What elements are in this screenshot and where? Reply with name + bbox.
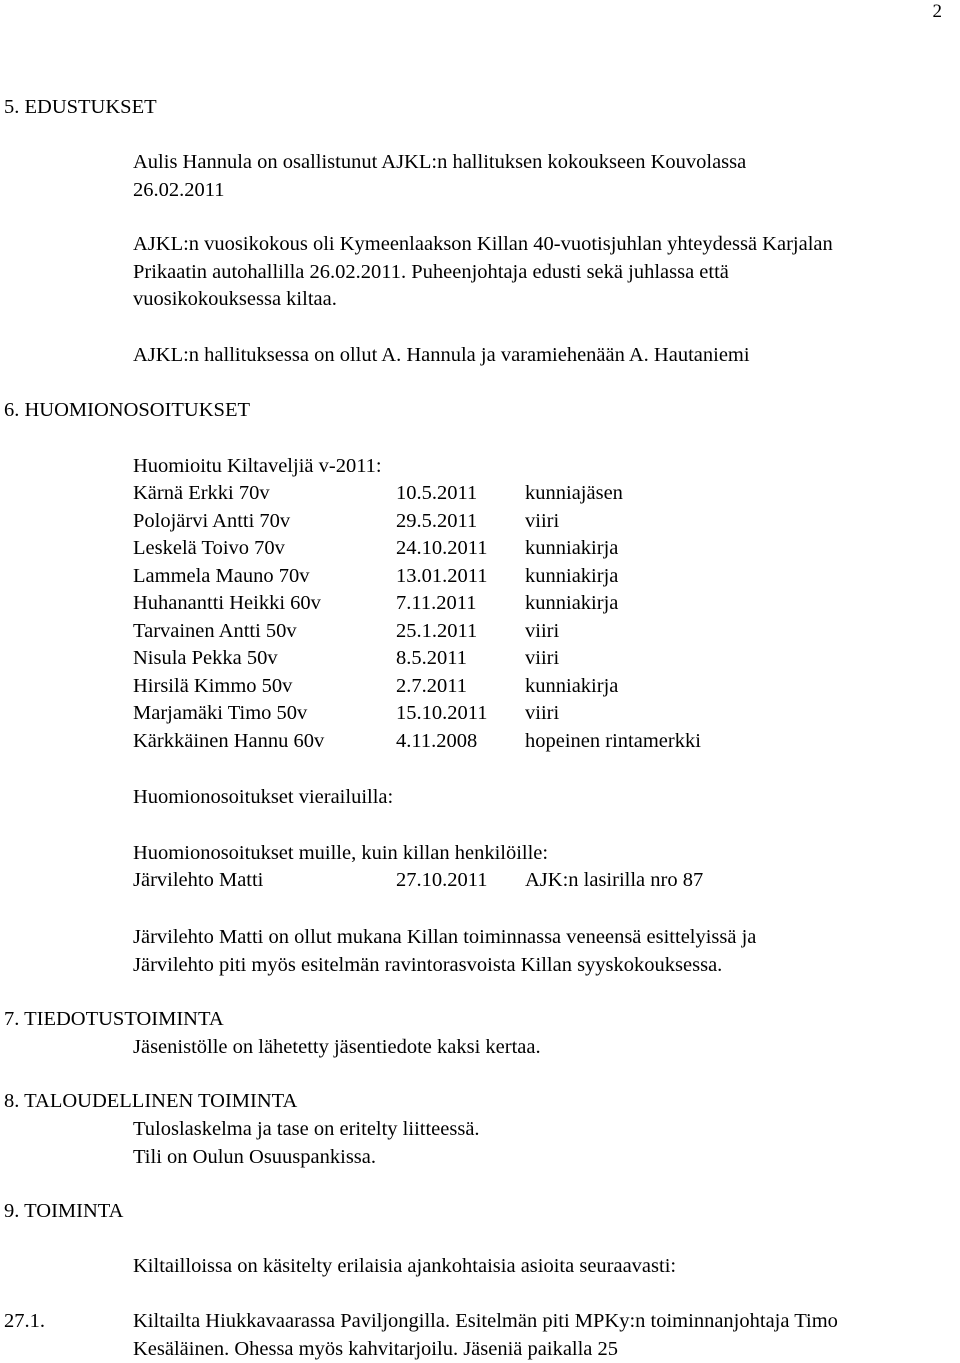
others-title: Huomionosoitukset muille, kuin killan henkilöille: — [133, 842, 549, 864]
honoree-name: Huhanantti Heikki 60v — [133, 592, 321, 614]
text-line: Prikaatin autohallilla 26.02.2011. Puheenjohtaja edusti sekä juhlassa että — [133, 260, 729, 283]
honoree-date: 7.11.2011 — [396, 592, 477, 614]
honoree-date: 27.10.2011 — [396, 869, 488, 891]
section-heading-huomionosoitukset: 6. HUOMIONOSOITUKSET — [4, 399, 250, 421]
section-heading-toiminta: 9. TOIMINTA — [4, 1200, 124, 1222]
section-heading-edustukset: 5. EDUSTUKSET — [4, 96, 157, 118]
honoree-date: 15.10.2011 — [396, 702, 488, 724]
other-honoree-note — [133, 924, 953, 979]
edustukset-paragraph-3: AJKL:n hallituksessa on ollut A. Hannula ja varamiehenään A. Hautaniemi — [133, 344, 750, 366]
honoree-award: kunniakirja — [525, 564, 619, 587]
honoree-date: 13.01.2011 — [396, 564, 488, 587]
toiminta-entry-date: 27.1. — [4, 1310, 45, 1332]
honoree-name: Nisula Pekka 50v — [133, 647, 278, 669]
honoree-award: kunniakirja — [525, 592, 619, 614]
text-line: Tuloslaskelma ja tase on eritelty liitteessä. — [133, 1118, 480, 1140]
honoree-award: kunniajäsen — [525, 482, 623, 504]
text-line: vuosikokouksessa kiltaa. — [133, 288, 337, 310]
honoree-award: kunniakirja — [525, 537, 619, 559]
honoree-name: Järvilehto Matti — [133, 869, 264, 891]
edustukset-paragraph-2 — [133, 231, 953, 314]
honoree-award: viiri — [525, 702, 560, 724]
honoree-name: Kärnä Erkki 70v — [133, 482, 270, 504]
text-line: AJKL:n vuosikokous oli Kymeenlaakson Killan 40-vuotisjuhlan yhteydessä Karjalan — [133, 233, 833, 255]
honoree-date: 25.1.2011 — [396, 619, 478, 642]
honoree-date: 8.5.2011 — [396, 647, 467, 669]
tiedotus-text: Jäsenistölle on lähetetty jäsentiedote kaksi kertaa. — [133, 1036, 541, 1058]
text-line: Järvilehto piti myös esitelmän ravintorasvoista Killan syyskokouksessa. — [133, 953, 723, 976]
honoree-name: Leskelä Toivo 70v — [133, 537, 285, 559]
honoree-date: 10.5.2011 — [396, 482, 478, 504]
text-line: Järvilehto Matti on ollut mukana Killan toiminnassa veneensä esittelyissä ja — [133, 926, 757, 948]
toiminta-entry-text — [133, 1308, 958, 1363]
honoree-award: viiri — [525, 647, 560, 669]
edustukset-paragraph-1 — [133, 149, 953, 204]
section-heading-talous: 8. TALOUDELLINEN TOIMINTA — [4, 1090, 298, 1112]
honoree-date: 24.10.2011 — [396, 537, 488, 559]
text-line: Aulis Hannula on osallistunut AJKL:n hallituksen kokoukseen Kouvolassa — [133, 151, 747, 173]
honoree-date: 2.7.2011 — [396, 674, 467, 697]
toiminta-intro: Kiltailloissa on käsitelty erilaisia ajankohtaisia asioita seuraavasti: — [133, 1255, 677, 1277]
honoree-date: 29.5.2011 — [396, 509, 478, 532]
honoree-name: Marjamäki Timo 50v — [133, 702, 308, 724]
honoree-name: Lammela Mauno 70v — [133, 564, 310, 587]
honoree-award: viiri — [525, 509, 560, 532]
text-line: Tili on Oulun Osuuspankissa. — [133, 1145, 376, 1168]
talous-text — [133, 1116, 953, 1171]
honoree-name: Hirsilä Kimmo 50v — [133, 674, 293, 697]
honoree-name: Kärkkäinen Hannu 60v — [133, 729, 325, 752]
honoree-name: Tarvainen Antti 50v — [133, 619, 297, 642]
honoree-award: kunniakirja — [525, 674, 619, 697]
page-number: 2 — [932, 1, 942, 22]
honoree-name: Polojärvi Antti 70v — [133, 509, 291, 532]
honoree-date: 4.11.2008 — [396, 729, 478, 752]
text-line: 26.02.2011 — [133, 178, 225, 201]
visitors-title: Huomionosoitukset vierailuilla: — [133, 786, 394, 808]
honoree-award: AJK:n lasirilla nro 87 — [525, 869, 704, 891]
text-line: Kesäläinen. Ohessa myös kahvitarjoilu. Jäseniä paikalla 25 — [133, 1337, 619, 1360]
section-heading-tiedotus: 7. TIEDOTUSTOIMINTA — [4, 1008, 224, 1030]
text-line: Kiltailta Hiukkavaarassa Paviljongilla. Esitelmän piti MPKy:n toiminnanjohtaja Timo — [133, 1310, 838, 1332]
honoree-award: hopeinen rintamerkki — [525, 729, 701, 752]
honoree-award: viiri — [525, 619, 560, 642]
honorees-list-title: Huomioitu Kiltaveljiä v-2011: — [133, 455, 382, 477]
